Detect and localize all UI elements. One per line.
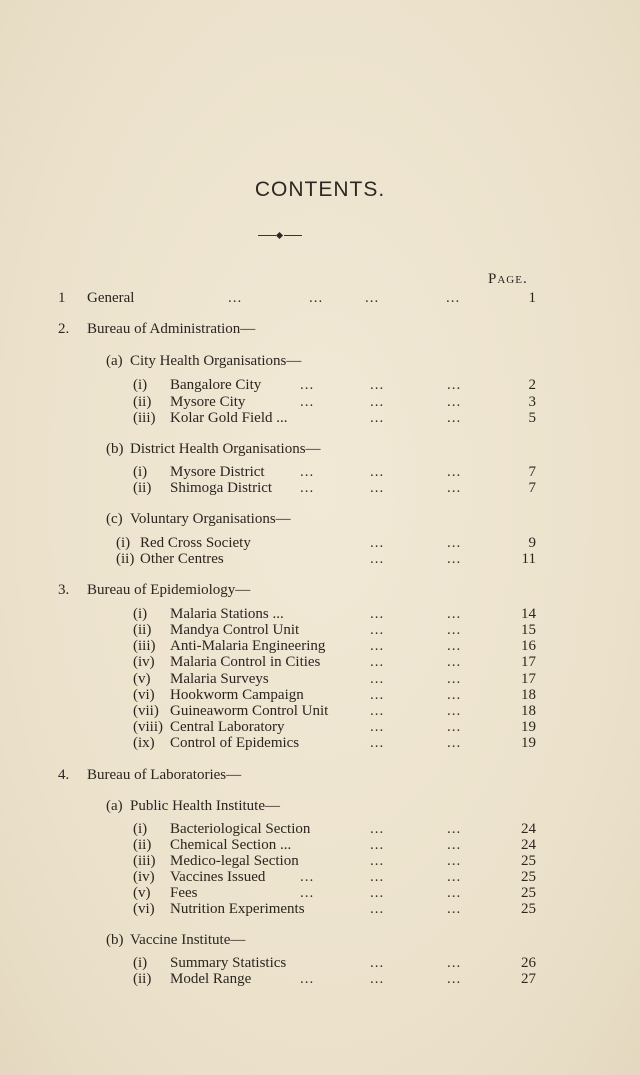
toc-leader-dots: ... (447, 971, 462, 987)
toc-entry-label: Red Cross Society (140, 535, 251, 551)
toc-leader-dots: ... (370, 638, 385, 654)
toc-leader-dots: ... (447, 535, 462, 551)
toc-leader-dots: ... (370, 837, 385, 853)
toc-leader-dots: ... (300, 394, 315, 410)
toc-entry-number: 1 (58, 290, 66, 306)
toc-entry-number: (vi) (133, 687, 155, 703)
toc-page-number: 15 (521, 622, 536, 638)
toc-entry (0, 376, 640, 394)
toc-leader-dots: ... (370, 703, 385, 719)
toc-leader-dots: ... (370, 901, 385, 917)
toc-entry-label: Vaccines Issued (170, 869, 266, 885)
toc-entry-number: (b) (106, 441, 124, 457)
toc-entry-label: Malaria Control in Cities (170, 654, 321, 670)
toc-leader-dots: ... (447, 394, 462, 410)
toc-page-number: 2 (528, 377, 536, 393)
toc-page-number: 19 (521, 735, 536, 751)
toc-entry (0, 766, 640, 784)
toc-page-number: 25 (521, 853, 536, 869)
toc-entry-label: Mysore City (170, 394, 246, 410)
toc-page-number: 11 (521, 551, 536, 567)
toc-leader-dots: ... (370, 535, 385, 551)
toc-entry-number: (i) (133, 821, 148, 837)
toc-entry-label: Mysore District (170, 464, 265, 480)
toc-entry-number: (iv) (133, 869, 155, 885)
toc-page-number: 18 (521, 703, 536, 719)
toc-entry-label: Mandya Control Unit (170, 622, 300, 638)
toc-leader-dots: ... (370, 671, 385, 687)
toc-entry-label: District Health Organisations— (130, 441, 321, 457)
toc-entry-label: Control of Epidemics (170, 735, 300, 751)
toc-entry-number: (v) (133, 885, 151, 901)
toc-page-number: 25 (521, 901, 536, 917)
toc-leader-dots: ... (447, 853, 462, 869)
toc-leader-dots: ... (365, 290, 380, 306)
toc-entry (0, 479, 640, 497)
toc-entry-label: Malaria Stations ... (170, 606, 284, 622)
ornament-line-left (258, 235, 276, 236)
toc-entry-number: (a) (106, 798, 123, 814)
toc-page-number: 17 (521, 654, 536, 670)
toc-entry-number: (vii) (133, 703, 159, 719)
toc-entry-number: (a) (106, 353, 123, 369)
toc-leader-dots: ... (447, 869, 462, 885)
toc-leader-dots: ... (300, 480, 315, 496)
toc-entry-label: Nutrition Experiments (170, 901, 305, 917)
toc-leader-dots: ... (447, 687, 462, 703)
toc-entry (0, 409, 640, 427)
toc-entry-label: Medico-legal Section (170, 853, 299, 869)
toc-entry-label: Anti-Malaria Engineering (170, 638, 326, 654)
toc-entry (0, 289, 640, 307)
toc-leader-dots: ... (370, 464, 385, 480)
toc-page-number: 7 (528, 464, 536, 480)
toc-entry-number: (i) (116, 535, 131, 551)
toc-entry-label: Shimoga District (170, 480, 273, 496)
ornament-divider (258, 233, 302, 239)
toc-entry-number: (i) (133, 955, 148, 971)
toc-entry-number: (v) (133, 671, 151, 687)
toc-entry-label: Voluntary Organisations— (130, 511, 291, 527)
toc-leader-dots: ... (300, 464, 315, 480)
toc-leader-dots: ... (447, 410, 462, 426)
toc-leader-dots: ... (447, 719, 462, 735)
toc-page-number: 18 (521, 687, 536, 703)
toc-leader-dots: ... (447, 955, 462, 971)
toc-page-number: 1 (528, 290, 536, 306)
toc-page-number: 16 (521, 638, 536, 654)
toc-leader-dots: ... (370, 735, 385, 751)
toc-entry-label: Malaria Surveys (170, 671, 269, 687)
ornament-diamond-icon (276, 232, 283, 239)
toc-entry-number: 2. (58, 321, 70, 337)
toc-entry-label: City Health Organisations— (130, 353, 302, 369)
toc-leader-dots: ... (370, 480, 385, 496)
toc-page-number: 17 (521, 671, 536, 687)
toc-leader-dots: ... (447, 551, 462, 567)
toc-entry-number: (iii) (133, 853, 156, 869)
toc-entry-number: (i) (133, 377, 148, 393)
toc-entry-number: (i) (133, 464, 148, 480)
toc-entry-label: Bureau of Laboratories— (87, 767, 242, 783)
toc-leader-dots: ... (370, 377, 385, 393)
toc-leader-dots: ... (447, 703, 462, 719)
toc-leader-dots: ... (447, 638, 462, 654)
toc-entry (0, 734, 640, 752)
toc-entry-label: Bureau of Epidemiology— (87, 582, 251, 598)
toc-entry-label: Model Range (170, 971, 252, 987)
toc-page-number: 27 (521, 971, 536, 987)
toc-entry-number: (ii) (133, 394, 152, 410)
toc-entry-number: (viii) (133, 719, 163, 735)
toc-entry-label: Hookworm Campaign (170, 687, 304, 703)
toc-leader-dots: ... (446, 290, 461, 306)
toc-entry-label: Other Centres (140, 551, 224, 567)
toc-leader-dots: ... (447, 885, 462, 901)
toc-leader-dots: ... (370, 410, 385, 426)
toc-entry (0, 320, 640, 338)
toc-page-number: 19 (521, 719, 536, 735)
toc-entry-label: Bureau of Administration— (87, 321, 256, 337)
toc-entry-number: (i) (133, 606, 148, 622)
toc-entry-number: (iii) (133, 638, 156, 654)
toc-entry-number: (ii) (133, 837, 152, 853)
toc-leader-dots: ... (370, 955, 385, 971)
toc-leader-dots: ... (370, 971, 385, 987)
toc-entry (0, 581, 640, 599)
toc-entry-label: Public Health Institute— (130, 798, 280, 814)
toc-entry-label: Fees (170, 885, 198, 901)
toc-leader-dots: ... (370, 622, 385, 638)
toc-leader-dots: ... (370, 551, 385, 567)
toc-entry (0, 653, 640, 671)
toc-entry-label: Vaccine Institute— (130, 932, 246, 948)
toc-leader-dots: ... (370, 869, 385, 885)
toc-entry-number: 3. (58, 582, 70, 598)
toc-leader-dots: ... (370, 687, 385, 703)
toc-page-number: 24 (521, 821, 536, 837)
toc-entry-number: (iii) (133, 410, 156, 426)
page-title: CONTENTS. (254, 178, 386, 201)
toc-page-number: 25 (521, 869, 536, 885)
toc-entry-label: Bacteriological Section (170, 821, 311, 837)
toc-entry-number: (ix) (133, 735, 155, 751)
toc-entry (0, 440, 640, 458)
toc-leader-dots: ... (300, 885, 315, 901)
toc-page-number: 7 (528, 480, 536, 496)
toc-leader-dots: ... (447, 735, 462, 751)
toc-entry-label: Bangalore City (170, 377, 262, 393)
toc-leader-dots: ... (370, 719, 385, 735)
toc-page-number: 26 (521, 955, 536, 971)
toc-entry (0, 931, 640, 949)
toc-leader-dots: ... (447, 821, 462, 837)
toc-page-number: 3 (528, 394, 536, 410)
toc-leader-dots: ... (300, 377, 315, 393)
toc-entry (0, 900, 640, 918)
toc-entry-number: (ii) (133, 480, 152, 496)
toc-leader-dots: ... (447, 671, 462, 687)
toc-leader-dots: ... (447, 606, 462, 622)
toc-entry-label: Summary Statistics (170, 955, 287, 971)
toc-leader-dots: ... (447, 464, 462, 480)
toc-entry-label: Central Laboratory (170, 719, 285, 735)
toc-entry-number: (b) (106, 932, 124, 948)
toc-entry (0, 550, 640, 568)
toc-entry (0, 510, 640, 528)
toc-leader-dots: ... (300, 869, 315, 885)
toc-page-number: 5 (528, 410, 536, 426)
toc-entry-number: 4. (58, 767, 70, 783)
toc-entry-number: (ii) (116, 551, 135, 567)
toc-entry (0, 352, 640, 370)
toc-leader-dots: ... (370, 821, 385, 837)
toc-entry-number: (ii) (133, 622, 152, 638)
toc-entry-number: (vi) (133, 901, 155, 917)
toc-entry-label: Guineaworm Control Unit (170, 703, 329, 719)
toc-page-number: 9 (528, 535, 536, 551)
toc-page-number: 24 (521, 837, 536, 853)
toc-leader-dots: ... (370, 606, 385, 622)
toc-leader-dots: ... (447, 622, 462, 638)
toc-leader-dots: ... (228, 290, 243, 306)
toc-entry (0, 970, 640, 988)
toc-entry-number: (iv) (133, 654, 155, 670)
toc-entry-label: Kolar Gold Field ... (170, 410, 288, 426)
toc-leader-dots: ... (447, 837, 462, 853)
toc-leader-dots: ... (447, 901, 462, 917)
toc-entry-number: (ii) (133, 971, 152, 987)
toc-leader-dots: ... (447, 480, 462, 496)
toc-leader-dots: ... (370, 654, 385, 670)
toc-entry-label: Chemical Section ... (170, 837, 292, 853)
ornament-line-right (284, 235, 302, 236)
toc-leader-dots: ... (309, 290, 324, 306)
toc-entry-label: General (87, 290, 135, 306)
page-column-header: Page. (488, 271, 528, 287)
toc-leader-dots: ... (300, 971, 315, 987)
toc-page-number: 14 (521, 606, 536, 622)
toc-leader-dots: ... (447, 654, 462, 670)
toc-leader-dots: ... (370, 394, 385, 410)
toc-entry-number: (c) (106, 511, 123, 527)
toc-leader-dots: ... (370, 853, 385, 869)
toc-leader-dots: ... (447, 377, 462, 393)
toc-entry (0, 797, 640, 815)
toc-page-number: 25 (521, 885, 536, 901)
toc-leader-dots: ... (370, 885, 385, 901)
